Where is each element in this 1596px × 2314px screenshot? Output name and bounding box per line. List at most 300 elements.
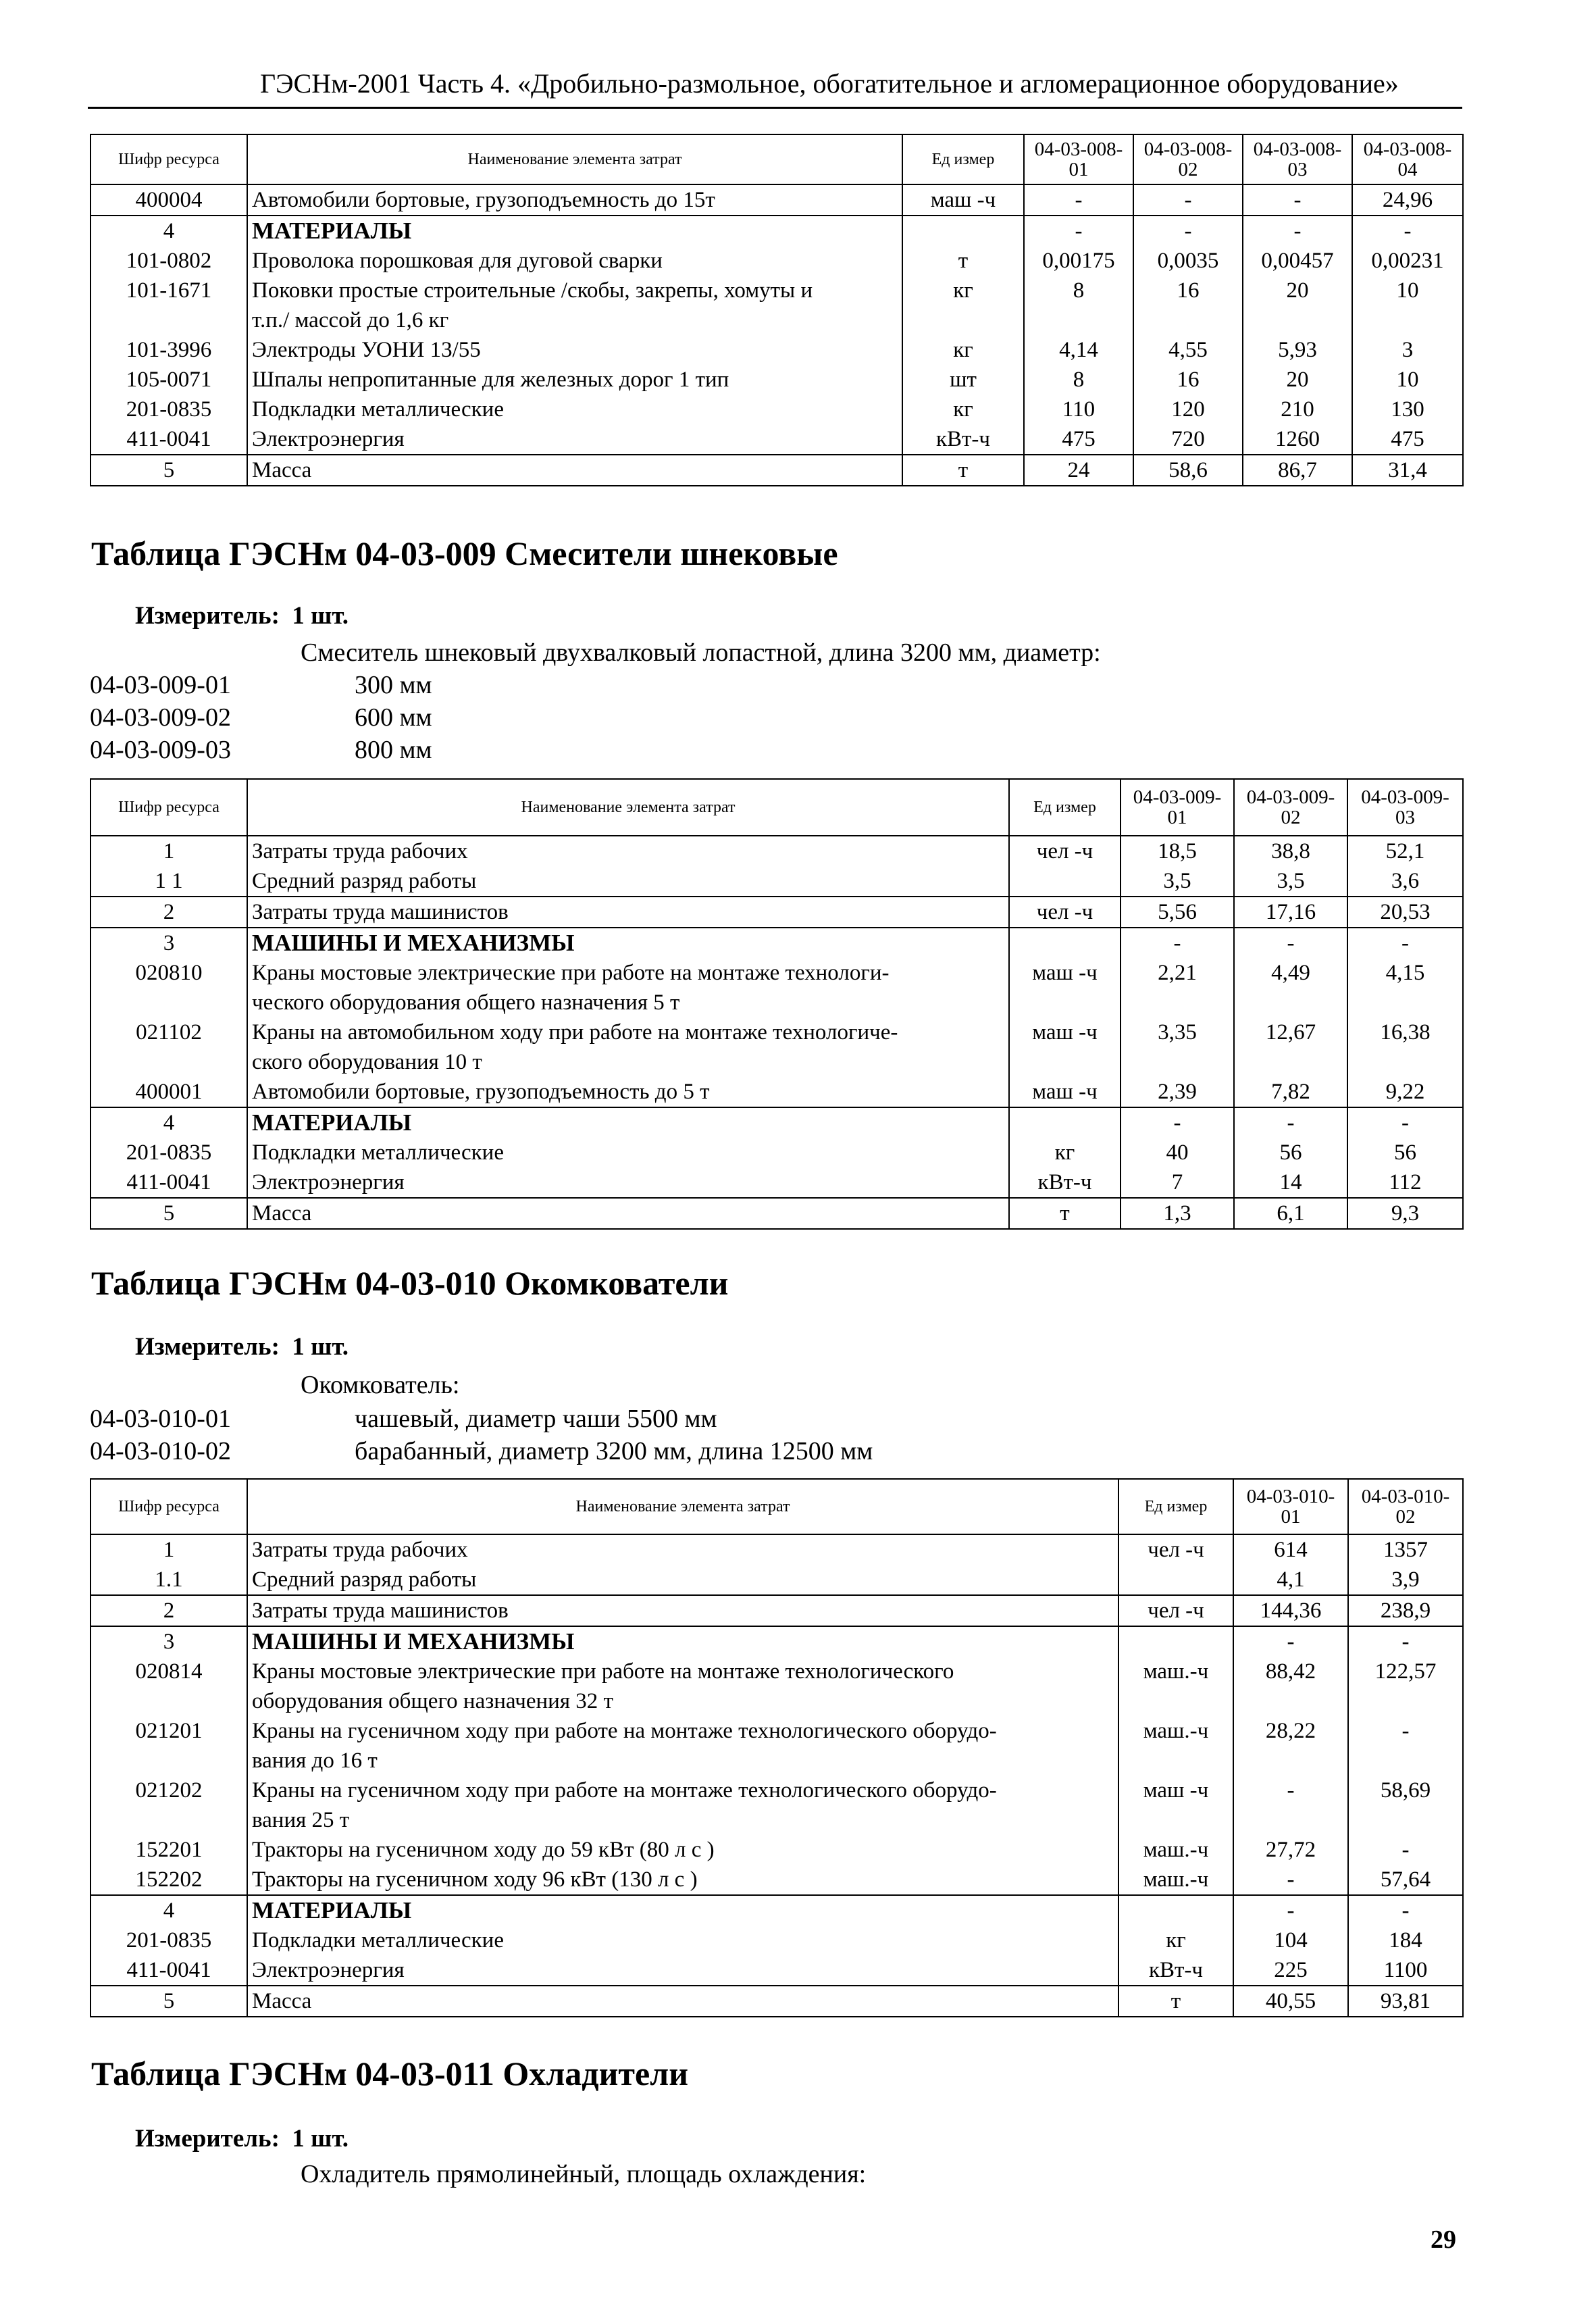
cost-element-name-line: Подкладки металлические: [252, 1928, 504, 1953]
cost-element-name-line: Затраты труда машинистов: [252, 1599, 509, 1623]
value-cell: -: [1024, 216, 1133, 246]
col-header-unit: Ед измер: [1118, 1479, 1233, 1534]
cost-element-name-cell: [247, 1657, 1118, 1716]
table-04-03-009: [90, 778, 1464, 1230]
col-header-variant: 04-03-009-03: [1347, 779, 1463, 836]
resource-code-cell: 021202: [91, 1776, 247, 1835]
unit-cell: чел -ч: [1009, 897, 1121, 928]
value-cell: 3,5: [1121, 866, 1234, 897]
cost-element-name-line: Затраты труда машинистов: [252, 900, 509, 924]
category-row: [91, 1895, 1463, 1926]
col-header-variant: 04-03-008-04: [1352, 134, 1463, 184]
value-cell: 1260: [1243, 424, 1352, 455]
cost-element-name-cell: [247, 1198, 1009, 1229]
cost-element-name-cell: [247, 897, 1009, 928]
col-header-code: Шифр ресурса: [91, 134, 247, 184]
value-cell: -: [1133, 184, 1243, 216]
table-row: [91, 958, 1463, 1017]
value-cell: 57,64: [1348, 1865, 1463, 1895]
value-cell: 10: [1352, 276, 1463, 335]
resource-code-cell: 411-0041: [91, 424, 247, 455]
unit-cell: маш.-ч: [1118, 1835, 1233, 1865]
unit-cell: чел -ч: [1009, 836, 1121, 866]
resource-code-cell: 020814: [91, 1657, 247, 1716]
cost-element-name-line: вания 25 т: [252, 1808, 350, 1832]
value-cell: -: [1234, 928, 1347, 958]
value-cell: 2,21: [1121, 958, 1234, 1017]
unit-cell: кВт-ч: [902, 424, 1024, 455]
measure-value: 1 шт.: [292, 2125, 349, 2153]
value-cell: 52,1: [1347, 836, 1463, 866]
value-cell: -: [1121, 1107, 1234, 1138]
unit-cell: [1118, 1895, 1233, 1926]
cost-element-name-line: Поковки простые строительные /скобы, закрепы, хомуты и: [252, 278, 813, 303]
col-header-code: Шифр ресурса: [91, 779, 247, 836]
cost-element-name-cell: [247, 1167, 1009, 1198]
cost-element-name-cell: [247, 1835, 1118, 1865]
value-cell: 104: [1233, 1926, 1348, 1955]
value-cell: 5,56: [1121, 897, 1234, 928]
value-cell: 12,67: [1234, 1017, 1347, 1077]
cost-element-name-line: Тракторы на гусеничном ходу до 59 кВт (80 л с ): [252, 1838, 715, 1862]
unit-cell: кг: [1009, 1138, 1121, 1167]
variant-text: барабанный, диаметр 3200 мм, длина 12500 мм: [355, 1437, 873, 1465]
cost-element-name-line: Автомобили бортовые, грузоподъемность до 5 т: [252, 1080, 710, 1104]
cost-element-name-line: Электроэнергия: [252, 1958, 405, 1982]
resource-code-cell: 5: [91, 1198, 247, 1229]
value-cell: -: [1348, 1835, 1463, 1865]
table-row: [91, 1926, 1463, 1955]
value-cell: 27,72: [1233, 1835, 1348, 1865]
table-row: [91, 335, 1463, 365]
measure-line: [135, 1332, 349, 1361]
table-row: [91, 897, 1463, 928]
resource-code-cell: 2: [91, 897, 247, 928]
value-cell: 144,36: [1233, 1595, 1348, 1626]
resource-code-cell: 1: [91, 1534, 247, 1565]
value-cell: 31,4: [1352, 455, 1463, 486]
page-number: 29: [1431, 2225, 1456, 2254]
cost-element-name-line: МАШИНЫ И МЕХАНИЗМЫ: [252, 1628, 575, 1655]
value-cell: 16: [1133, 365, 1243, 395]
value-cell: 16,38: [1347, 1017, 1463, 1077]
cost-element-name-line: Масса: [252, 458, 312, 482]
resource-code-cell: 101-3996: [91, 335, 247, 365]
cost-element-name-cell: [247, 365, 902, 395]
cost-element-name-line: Затраты труда рабочих: [252, 839, 468, 863]
cost-element-name-cell: [247, 836, 1009, 866]
cost-element-name-cell: [247, 1534, 1118, 1565]
measure-value: 1 шт.: [292, 1333, 349, 1361]
measure-line: [135, 601, 349, 630]
table-row: [91, 455, 1463, 486]
value-cell: 10: [1352, 365, 1463, 395]
resource-code-cell: 3: [91, 1626, 247, 1657]
measure-line: [135, 2124, 349, 2153]
table-row: [91, 1017, 1463, 1077]
value-cell: 9,3: [1347, 1198, 1463, 1229]
table-row: [91, 1657, 1463, 1716]
cost-element-name-cell: [247, 1926, 1118, 1955]
value-cell: 0,00175: [1024, 246, 1133, 276]
col-header-variant: 04-03-009-02: [1234, 779, 1347, 836]
resource-code-cell: 3: [91, 928, 247, 958]
col-header-variant: 04-03-009-01: [1121, 779, 1234, 836]
value-cell: 1100: [1348, 1955, 1463, 1986]
unit-cell: маш.-ч: [1118, 1716, 1233, 1776]
resource-code-cell: 400001: [91, 1077, 247, 1107]
value-cell: 6,1: [1234, 1198, 1347, 1229]
cost-element-name-cell: [247, 395, 902, 424]
cost-element-name-line: Тракторы на гусеничном ходу 96 кВт (130 л с ): [252, 1867, 698, 1892]
resource-code-cell: 201-0835: [91, 395, 247, 424]
table-row: [91, 1716, 1463, 1776]
cost-element-name-line: Проволока порошковая для дуговой сварки: [252, 249, 663, 273]
value-cell: 4,49: [1234, 958, 1347, 1017]
cost-element-name-line: Краны на гусеничном ходу при работе на монтаже технологического оборудо-: [252, 1778, 997, 1803]
cost-element-name-cell: [247, 1895, 1118, 1926]
table-row: [91, 1835, 1463, 1865]
variant-text: 300 мм: [355, 671, 432, 699]
value-cell: 3,9: [1348, 1565, 1463, 1595]
value-cell: 56: [1347, 1138, 1463, 1167]
value-cell: 110: [1024, 395, 1133, 424]
cost-element-name-line: ского оборудования 10 т: [252, 1050, 482, 1074]
value-cell: 9,22: [1347, 1077, 1463, 1107]
variant-text: чашевый, диаметр чаши 5500 мм: [355, 1405, 717, 1433]
unit-cell: шт: [902, 365, 1024, 395]
value-cell: -: [1024, 184, 1133, 216]
resource-code-cell: 021201: [91, 1716, 247, 1776]
value-cell: 210: [1243, 395, 1352, 424]
resource-code-cell: 201-0835: [91, 1138, 247, 1167]
unit-cell: маш.-ч: [1118, 1865, 1233, 1895]
resource-code-cell: 400004: [91, 184, 247, 216]
value-cell: 93,81: [1348, 1986, 1463, 2017]
unit-cell: чел -ч: [1118, 1534, 1233, 1565]
table-04-03-008: [90, 134, 1464, 486]
cost-element-name-cell: [247, 928, 1009, 958]
unit-cell: [1118, 1565, 1233, 1595]
unit-cell: маш -ч: [1009, 958, 1121, 1017]
measure-label: Измеритель:: [135, 1333, 280, 1361]
running-header: ГЭСНм-2001 Часть 4. «Дробильно-размольное, обогатительное и агломерационное оборудование»: [260, 68, 1399, 99]
resource-code-cell: 5: [91, 1986, 247, 2017]
value-cell: 20,53: [1347, 897, 1463, 928]
value-cell: 614: [1233, 1534, 1348, 1565]
value-cell: -: [1121, 928, 1234, 958]
cost-element-name-line: Средний разряд работы: [252, 869, 477, 893]
variant-text: 800 мм: [355, 736, 432, 764]
value-cell: 475: [1024, 424, 1133, 455]
table-row: [91, 1534, 1463, 1565]
table-row: [91, 1138, 1463, 1167]
cost-element-name-cell: [247, 1138, 1009, 1167]
value-cell: -: [1352, 216, 1463, 246]
col-header-code: Шифр ресурса: [91, 1479, 247, 1534]
unit-cell: [1009, 866, 1121, 897]
cost-element-name-line: т.п./ массой до 1,6 кг: [252, 308, 449, 332]
equipment-description: Охладитель прямолинейный, площадь охлаждения:: [301, 2160, 867, 2188]
table-row: [91, 424, 1463, 455]
variant-code: 04-03-009-01: [90, 671, 231, 699]
value-cell: 225: [1233, 1955, 1348, 1986]
value-cell: 1357: [1348, 1534, 1463, 1565]
value-cell: -: [1243, 216, 1352, 246]
table-row: [91, 1077, 1463, 1107]
table-row: [91, 836, 1463, 866]
equipment-description: Окомкователь:: [301, 1371, 460, 1399]
equipment-description: Смеситель шнековый двухвалковый лопастной, длина 3200 мм, диаметр:: [301, 638, 1101, 667]
cost-element-name-cell: [247, 1077, 1009, 1107]
cost-element-name-cell: [247, 1865, 1118, 1895]
resource-code-cell: 152201: [91, 1835, 247, 1865]
table-row: [91, 246, 1463, 276]
cost-element-name-cell: [247, 1107, 1009, 1138]
value-cell: 58,69: [1348, 1776, 1463, 1835]
value-cell: 20: [1243, 365, 1352, 395]
value-cell: 56: [1234, 1138, 1347, 1167]
cost-element-name-line: Электроды УОНИ 13/55: [252, 338, 481, 362]
cost-element-name-line: Средний разряд работы: [252, 1567, 477, 1592]
value-cell: 7: [1121, 1167, 1234, 1198]
cost-element-name-line: Подкладки металлические: [252, 1140, 504, 1165]
unit-cell: т: [902, 246, 1024, 276]
variant-code: 04-03-010-01: [90, 1405, 231, 1433]
table-row: [91, 1167, 1463, 1198]
cost-element-name-cell: [247, 1986, 1118, 2017]
value-cell: -: [1133, 216, 1243, 246]
resource-code-cell: 1.1: [91, 1565, 247, 1595]
value-cell: -: [1347, 1107, 1463, 1138]
value-cell: -: [1233, 1776, 1348, 1835]
value-cell: 4,15: [1347, 958, 1463, 1017]
cost-element-name-cell: [247, 1595, 1118, 1626]
cost-element-name-line: Шпалы непропитанные для железных дорог 1 тип: [252, 368, 729, 392]
value-cell: 7,82: [1234, 1077, 1347, 1107]
value-cell: 17,16: [1234, 897, 1347, 928]
value-cell: 3,5: [1234, 866, 1347, 897]
value-cell: 16: [1133, 276, 1243, 335]
value-cell: -: [1348, 1626, 1463, 1657]
header-rule: [88, 107, 1462, 109]
value-cell: 720: [1133, 424, 1243, 455]
value-cell: 238,9: [1348, 1595, 1463, 1626]
cost-element-name-cell: [247, 866, 1009, 897]
unit-cell: кг: [902, 335, 1024, 365]
col-header-variant: 04-03-008-03: [1243, 134, 1352, 184]
resource-code-cell: 101-0802: [91, 246, 247, 276]
value-cell: 130: [1352, 395, 1463, 424]
cost-element-name-line: Электроэнергия: [252, 1170, 405, 1194]
unit-cell: кВт-ч: [1009, 1167, 1121, 1198]
resource-code-cell: 5: [91, 455, 247, 486]
table-row: [91, 866, 1463, 897]
value-cell: 1,3: [1121, 1198, 1234, 1229]
cost-element-name-line: Подкладки металлические: [252, 397, 504, 422]
value-cell: -: [1348, 1716, 1463, 1776]
value-cell: 28,22: [1233, 1716, 1348, 1776]
value-cell: 3,6: [1347, 866, 1463, 897]
col-header-variant: 04-03-010-01: [1233, 1479, 1348, 1534]
resource-code-cell: 021102: [91, 1017, 247, 1077]
table-row: [91, 1865, 1463, 1895]
table-row: [91, 1955, 1463, 1986]
category-row: [91, 928, 1463, 958]
table-title: Таблица ГЭСНм 04-03-009 Смесители шнековые: [91, 534, 838, 572]
cost-element-name-line: оборудования общего назначения 32 т: [252, 1689, 613, 1713]
table-title: Таблица ГЭСНм 04-03-011 Охладители: [91, 2055, 689, 2092]
resource-code-cell: 1 1: [91, 866, 247, 897]
resource-code-cell: 4: [91, 216, 247, 246]
value-cell: 3,35: [1121, 1017, 1234, 1077]
table-row: [91, 365, 1463, 395]
value-cell: 20: [1243, 276, 1352, 335]
cost-element-name-line: ческого оборудования общего назначения 5 т: [252, 990, 680, 1015]
table-row: [91, 1776, 1463, 1835]
col-header-variant: 04-03-008-02: [1133, 134, 1243, 184]
category-row: [91, 1626, 1463, 1657]
unit-cell: [1118, 1626, 1233, 1657]
value-cell: 4,1: [1233, 1565, 1348, 1595]
cost-element-name-line: МАТЕРИАЛЫ: [252, 1897, 412, 1923]
cost-element-name-line: МАШИНЫ И МЕХАНИЗМЫ: [252, 930, 575, 956]
unit-cell: кг: [902, 276, 1024, 335]
value-cell: 122,57: [1348, 1657, 1463, 1716]
cost-element-name-line: Краны на гусеничном ходу при работе на монтаже технологического оборудо-: [252, 1719, 997, 1743]
cost-element-name-cell: [247, 424, 902, 455]
category-row: [91, 216, 1463, 246]
unit-cell: кВт-ч: [1118, 1955, 1233, 1986]
resource-code-cell: 4: [91, 1107, 247, 1138]
cost-element-name-cell: [247, 1955, 1118, 1986]
col-header-name: Наименование элемента затрат: [247, 779, 1009, 836]
value-cell: 2,39: [1121, 1077, 1234, 1107]
resource-code-cell: 105-0071: [91, 365, 247, 395]
value-cell: 88,42: [1233, 1657, 1348, 1716]
cost-element-name-line: Краны на автомобильном ходу при работе на монтаже технологиче-: [252, 1020, 898, 1045]
cost-element-name-cell: [247, 958, 1009, 1017]
value-cell: -: [1233, 1865, 1348, 1895]
category-row: [91, 1107, 1463, 1138]
table-04-03-010: [90, 1478, 1464, 2017]
variant-code: 04-03-009-02: [90, 703, 231, 732]
value-cell: 14: [1234, 1167, 1347, 1198]
value-cell: 58,6: [1133, 455, 1243, 486]
cost-element-name-cell: [247, 1017, 1009, 1077]
value-cell: 8: [1024, 276, 1133, 335]
unit-cell: кг: [1118, 1926, 1233, 1955]
resource-code-cell: 152202: [91, 1865, 247, 1895]
cost-element-name-line: Масса: [252, 1989, 312, 2013]
cost-element-name-line: Затраты труда рабочих: [252, 1538, 468, 1562]
value-cell: 24: [1024, 455, 1133, 486]
cost-element-name-cell: [247, 246, 902, 276]
value-cell: 18,5: [1121, 836, 1234, 866]
unit-cell: [902, 216, 1024, 246]
value-cell: 4,14: [1024, 335, 1133, 365]
resource-code-cell: 1: [91, 836, 247, 866]
value-cell: 40,55: [1233, 1986, 1348, 2017]
col-header-name: Наименование элемента затрат: [247, 1479, 1118, 1534]
cost-element-name-cell: [247, 1716, 1118, 1776]
value-cell: 5,93: [1243, 335, 1352, 365]
value-cell: 120: [1133, 395, 1243, 424]
unit-cell: маш -ч: [1118, 1776, 1233, 1835]
cost-element-name-cell: [247, 276, 902, 335]
unit-cell: маш.-ч: [1118, 1657, 1233, 1716]
cost-element-name-cell: [247, 216, 902, 246]
variant-code: 04-03-010-02: [90, 1437, 231, 1465]
value-cell: -: [1234, 1107, 1347, 1138]
measure-label: Измеритель:: [135, 602, 280, 630]
value-cell: 184: [1348, 1926, 1463, 1955]
value-cell: -: [1348, 1895, 1463, 1926]
value-cell: -: [1233, 1895, 1348, 1926]
unit-cell: маш -ч: [902, 184, 1024, 216]
value-cell: -: [1347, 928, 1463, 958]
unit-cell: т: [902, 455, 1024, 486]
value-cell: -: [1243, 184, 1352, 216]
variant-text: 600 мм: [355, 703, 432, 732]
cost-element-name-line: Краны мостовые электрические при работе на монтаже технологического: [252, 1659, 954, 1684]
cost-element-name-cell: [247, 455, 902, 486]
table-row: [91, 1986, 1463, 2017]
unit-cell: т: [1009, 1198, 1121, 1229]
resource-code-cell: 101-1671: [91, 276, 247, 335]
table-row: [91, 395, 1463, 424]
resource-code-cell: 411-0041: [91, 1955, 247, 1986]
value-cell: 8: [1024, 365, 1133, 395]
cost-element-name-cell: [247, 184, 902, 216]
value-cell: 24,96: [1352, 184, 1463, 216]
table-title: Таблица ГЭСНм 04-03-010 Окомкователи: [91, 1264, 729, 1302]
cost-element-name-line: Краны мостовые электрические при работе на монтаже технологи-: [252, 961, 890, 985]
cost-element-name-cell: [247, 335, 902, 365]
col-header-name: Наименование элемента затрат: [247, 134, 902, 184]
resource-code-cell: 411-0041: [91, 1167, 247, 1198]
unit-cell: маш -ч: [1009, 1017, 1121, 1077]
resource-code-cell: 4: [91, 1895, 247, 1926]
col-header-unit: Ед измер: [902, 134, 1024, 184]
resource-code-cell: 201-0835: [91, 1926, 247, 1955]
value-cell: 3: [1352, 335, 1463, 365]
table-row: [91, 276, 1463, 335]
unit-cell: т: [1118, 1986, 1233, 2017]
measure-value: 1 шт.: [292, 602, 349, 630]
table-row: [91, 1595, 1463, 1626]
variant-code: 04-03-009-03: [90, 736, 231, 764]
cost-element-name-cell: [247, 1776, 1118, 1835]
table-row: [91, 184, 1463, 216]
resource-code-cell: 020810: [91, 958, 247, 1017]
unit-cell: чел -ч: [1118, 1595, 1233, 1626]
value-cell: 38,8: [1234, 836, 1347, 866]
unit-cell: [1009, 1107, 1121, 1138]
measure-label: Измеритель:: [135, 2125, 280, 2153]
col-header-variant: 04-03-010-02: [1348, 1479, 1463, 1534]
unit-cell: [1009, 928, 1121, 958]
col-header-variant: 04-03-008-01: [1024, 134, 1133, 184]
cost-element-name-line: МАТЕРИАЛЫ: [252, 1109, 412, 1136]
value-cell: 0,00231: [1352, 246, 1463, 276]
table-row: [91, 1565, 1463, 1595]
table-row: [91, 1198, 1463, 1229]
cost-element-name-line: МАТЕРИАЛЫ: [252, 218, 412, 244]
cost-element-name-cell: [247, 1626, 1118, 1657]
value-cell: 0,0035: [1133, 246, 1243, 276]
unit-cell: маш -ч: [1009, 1077, 1121, 1107]
